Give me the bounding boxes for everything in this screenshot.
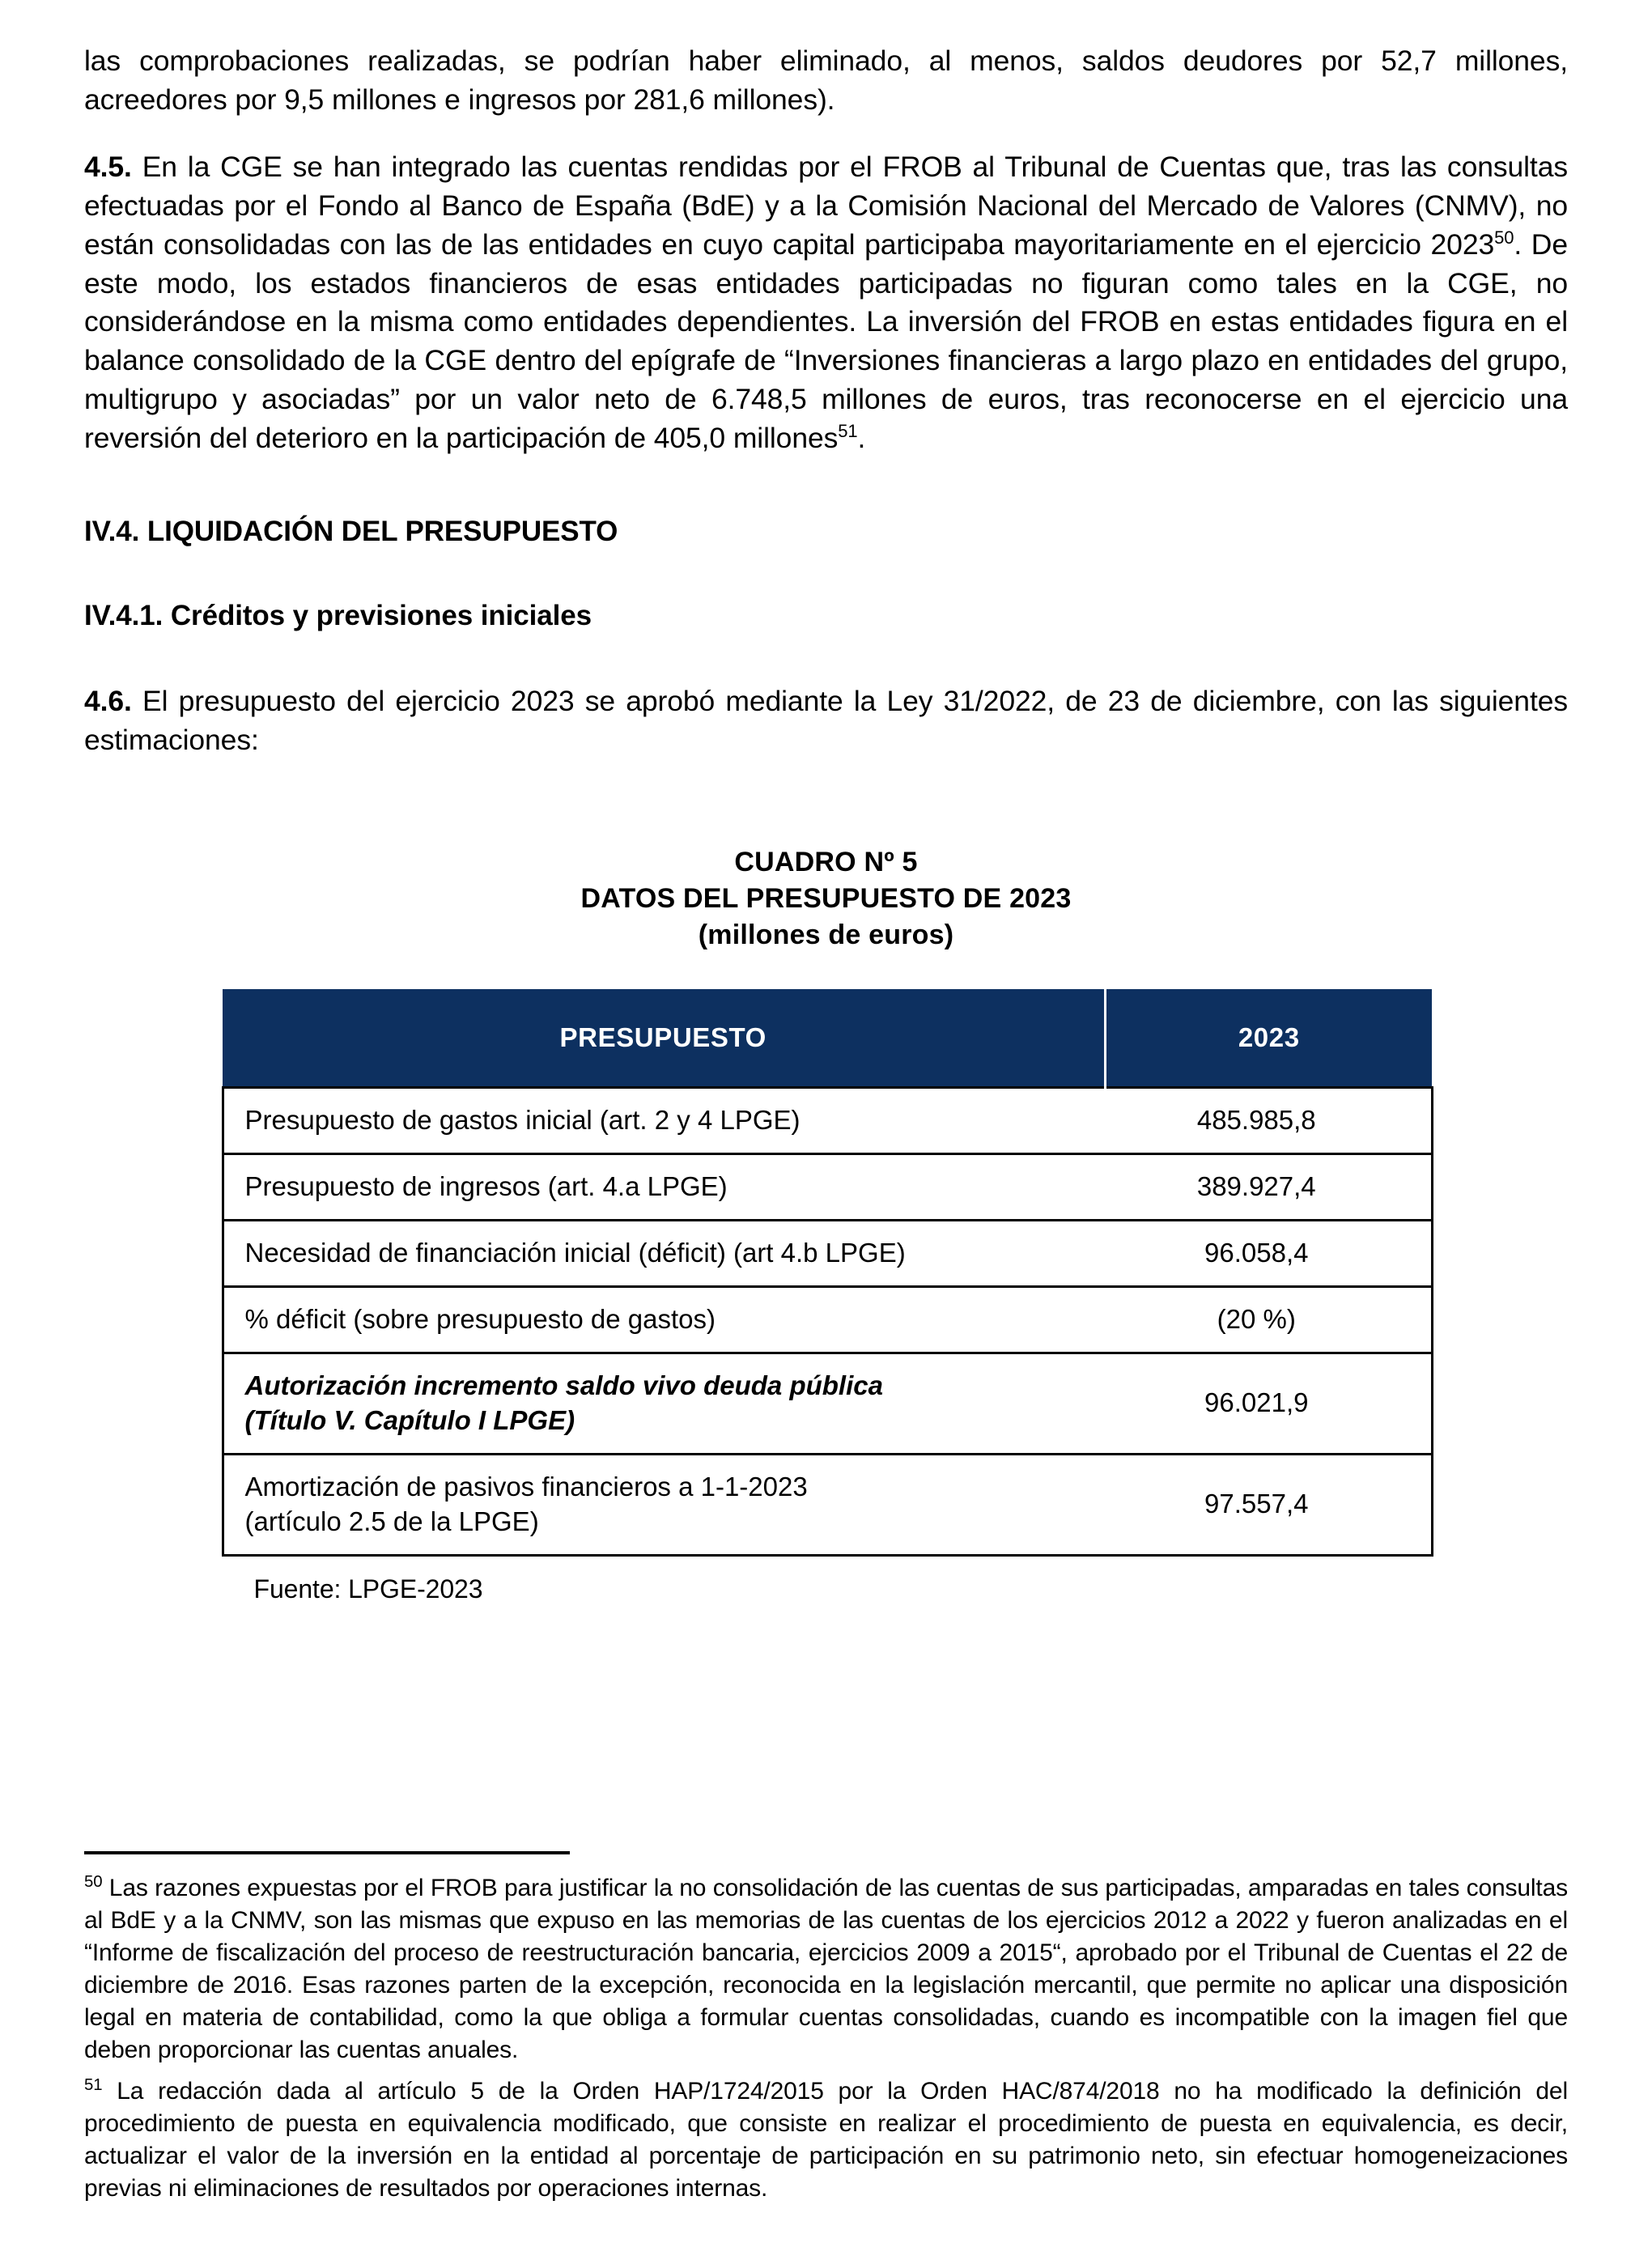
row-label [223,1221,1105,1287]
paragraph-4-5-text-part-2: . De este modo, los estados financieros de esas entidades participadas no figuran como tales en la CGE, no considerándose en la misma como entidades dependientes. La inversión del FROB en estas entidades figura en el balance consolidado de la CGE dentro del epígrafe de “Inversiones financieras a largo plazo en entidades del grupo, multigrupo y asociadas” por un valor neto de 6.748,5 millones de euros, tras reconocerse en el ejercicio una reversión del deterioro en la participación de 405,0 millones [84,227,1568,454]
footnote-separator-rule [84,1851,570,1854]
row-value: 485.985,8 [1105,1088,1432,1154]
row-label-line: Autorización incremento saldo vivo deuda pública [244,1370,883,1401]
paragraph-continued: las comprobaciones realizadas, se podrían haber eliminado, al menos, saldos deudores por 52,7 millones, acreedores por 9,5 millones e ingresos por 281,6 millones). [84,45,1568,116]
row-value: (20 %) [1105,1287,1432,1353]
footnotes-area [84,1851,1568,2215]
row-label-line: Presupuesto de ingresos (art. 4.a LPGE) [244,1171,728,1202]
row-label [223,1287,1105,1353]
row-label-line: Necesidad de financiación inicial (déficit) (art 4.b LPGE) [244,1238,906,1268]
subsection-heading-iv-4-1: IV.4.1. Créditos y previsiones iniciales [84,600,592,632]
row-label-line: Presupuesto de gastos inicial (art. 2 y 4 LPGE) [244,1105,801,1136]
row-label [223,1353,1105,1455]
row-value: 97.557,4 [1105,1454,1432,1555]
paragraph-4-6 [84,632,1568,759]
table-row [223,1353,1432,1455]
table-row [223,1154,1432,1221]
paragraph-4-5-text-part-1: En la CGE se han integrado las cuentas rendidas por el FROB al Tribunal de Cuentas que, tras las consultas efectuadas por el Fondo al Banco de España (BdE) y a la Comisión Nacional del Mercado de Valores (CNMV), no están consolidadas con las de las entidades en cuyo capital participaba mayoritariamente en el ejercicio 2023 [84,151,1568,261]
table-caption-line-3: (millones de euros) [698,920,954,951]
budget-table-wrapper [222,989,1431,1603]
budget-table-body [223,1088,1432,1555]
section-heading-iv-4: IV.4. LIQUIDACIÓN DEL PRESUPUESTO [84,516,618,548]
budget-table-header-row [223,989,1432,1088]
paragraph-4-5-number: 4.5. [84,151,132,184]
budget-table [222,989,1433,1556]
row-label-line: (Título V. Capítulo I LPGE) [244,1404,575,1435]
row-label [223,1088,1105,1154]
table-source-note: Fuente: LPGE-2023 [253,1574,483,1603]
footnote-51-text: La redacción dada al artículo 5 de la Orden HAP/1724/2015 por la Orden HAC/874/2018 no ha modificado la definición del procedimiento de puesta en equivalencia modificado, que consiste en realizar el procedimiento de puesta en equivalencia, es decir, actualizar el valor de la inversión en la entidad al porcentaje de participación en su patrimonio neto, sin efectuar homogeneizaciones previas ni eliminaciones de resultados por operaciones internas. [84,2078,1568,2202]
row-label-line: (artículo 2.5 de la LPGE) [244,1506,539,1536]
paragraph-4-5-text-part-3: . [857,421,866,454]
table-caption-line-1: CUADRO Nº 5 [734,846,918,877]
row-label [223,1154,1105,1221]
table-row [223,1088,1432,1154]
table-caption [84,844,1568,954]
footnote-ref-51[interactable]: 51 [838,420,858,441]
table-block [84,844,1568,1604]
row-label-line: % déficit (sobre presupuesto de gastos) [244,1304,716,1335]
table-row [223,1287,1432,1353]
footnote-50-text: Las razones expuestas por el FROB para justificar la no consolidación de las cuentas de sus participadas, amparadas en tales consultas al BdE y a la CNMV, son las mismas que expuso en las memorias de las cuentas de los ejercicios 2012 a 2022 y fueron analizadas en el “Informe de fiscalización del proceso de reestructuración bancaria, ejercicios 2009 a 2015“, aprobado por el Tribunal de Cuentas el 22 de diciembre de 2016. Esas razones parten de la excepción, reconocida en la legislación mercantil, que permite no aplicar una disposición legal en materia de contabilidad, como la que obliga a formular cuentas consolidadas, cuando es incompatible con la imagen fiel que deben proporcionar las cuentas anuales. [84,1875,1568,2063]
paragraph-4-6-number: 4.6. [84,685,132,718]
row-value: 389.927,4 [1105,1154,1432,1221]
table-caption-line-2: DATOS DEL PRESUPUESTO DE 2023 [580,883,1072,915]
table-row [223,1221,1432,1287]
paragraph-4-6-text: El presupuesto del ejercicio 2023 se aprobó mediante la Ley 31/2022, de 23 de diciembre, con las siguientes estimaciones: [84,685,1568,757]
footnote-51 [84,2075,1568,2205]
row-value: 96.021,9 [1105,1353,1432,1455]
row-value: 96.058,4 [1105,1221,1432,1287]
column-header-presupuesto: PRESUPUESTO [223,989,1105,1088]
footnote-50 [84,1872,1568,2066]
footnote-ref-50[interactable]: 50 [1494,227,1514,248]
paragraph-4-5 [84,148,1568,457]
footnote-51-mark: 51 [84,2076,103,2095]
column-header-2023: 2023 [1105,989,1432,1088]
row-label [223,1454,1105,1555]
budget-table-head [223,989,1432,1088]
table-row [223,1454,1432,1555]
row-label-line: Amortización de pasivos financieros a 1-1-2023 [244,1471,808,1502]
footnote-50-mark: 50 [84,1873,103,1892]
